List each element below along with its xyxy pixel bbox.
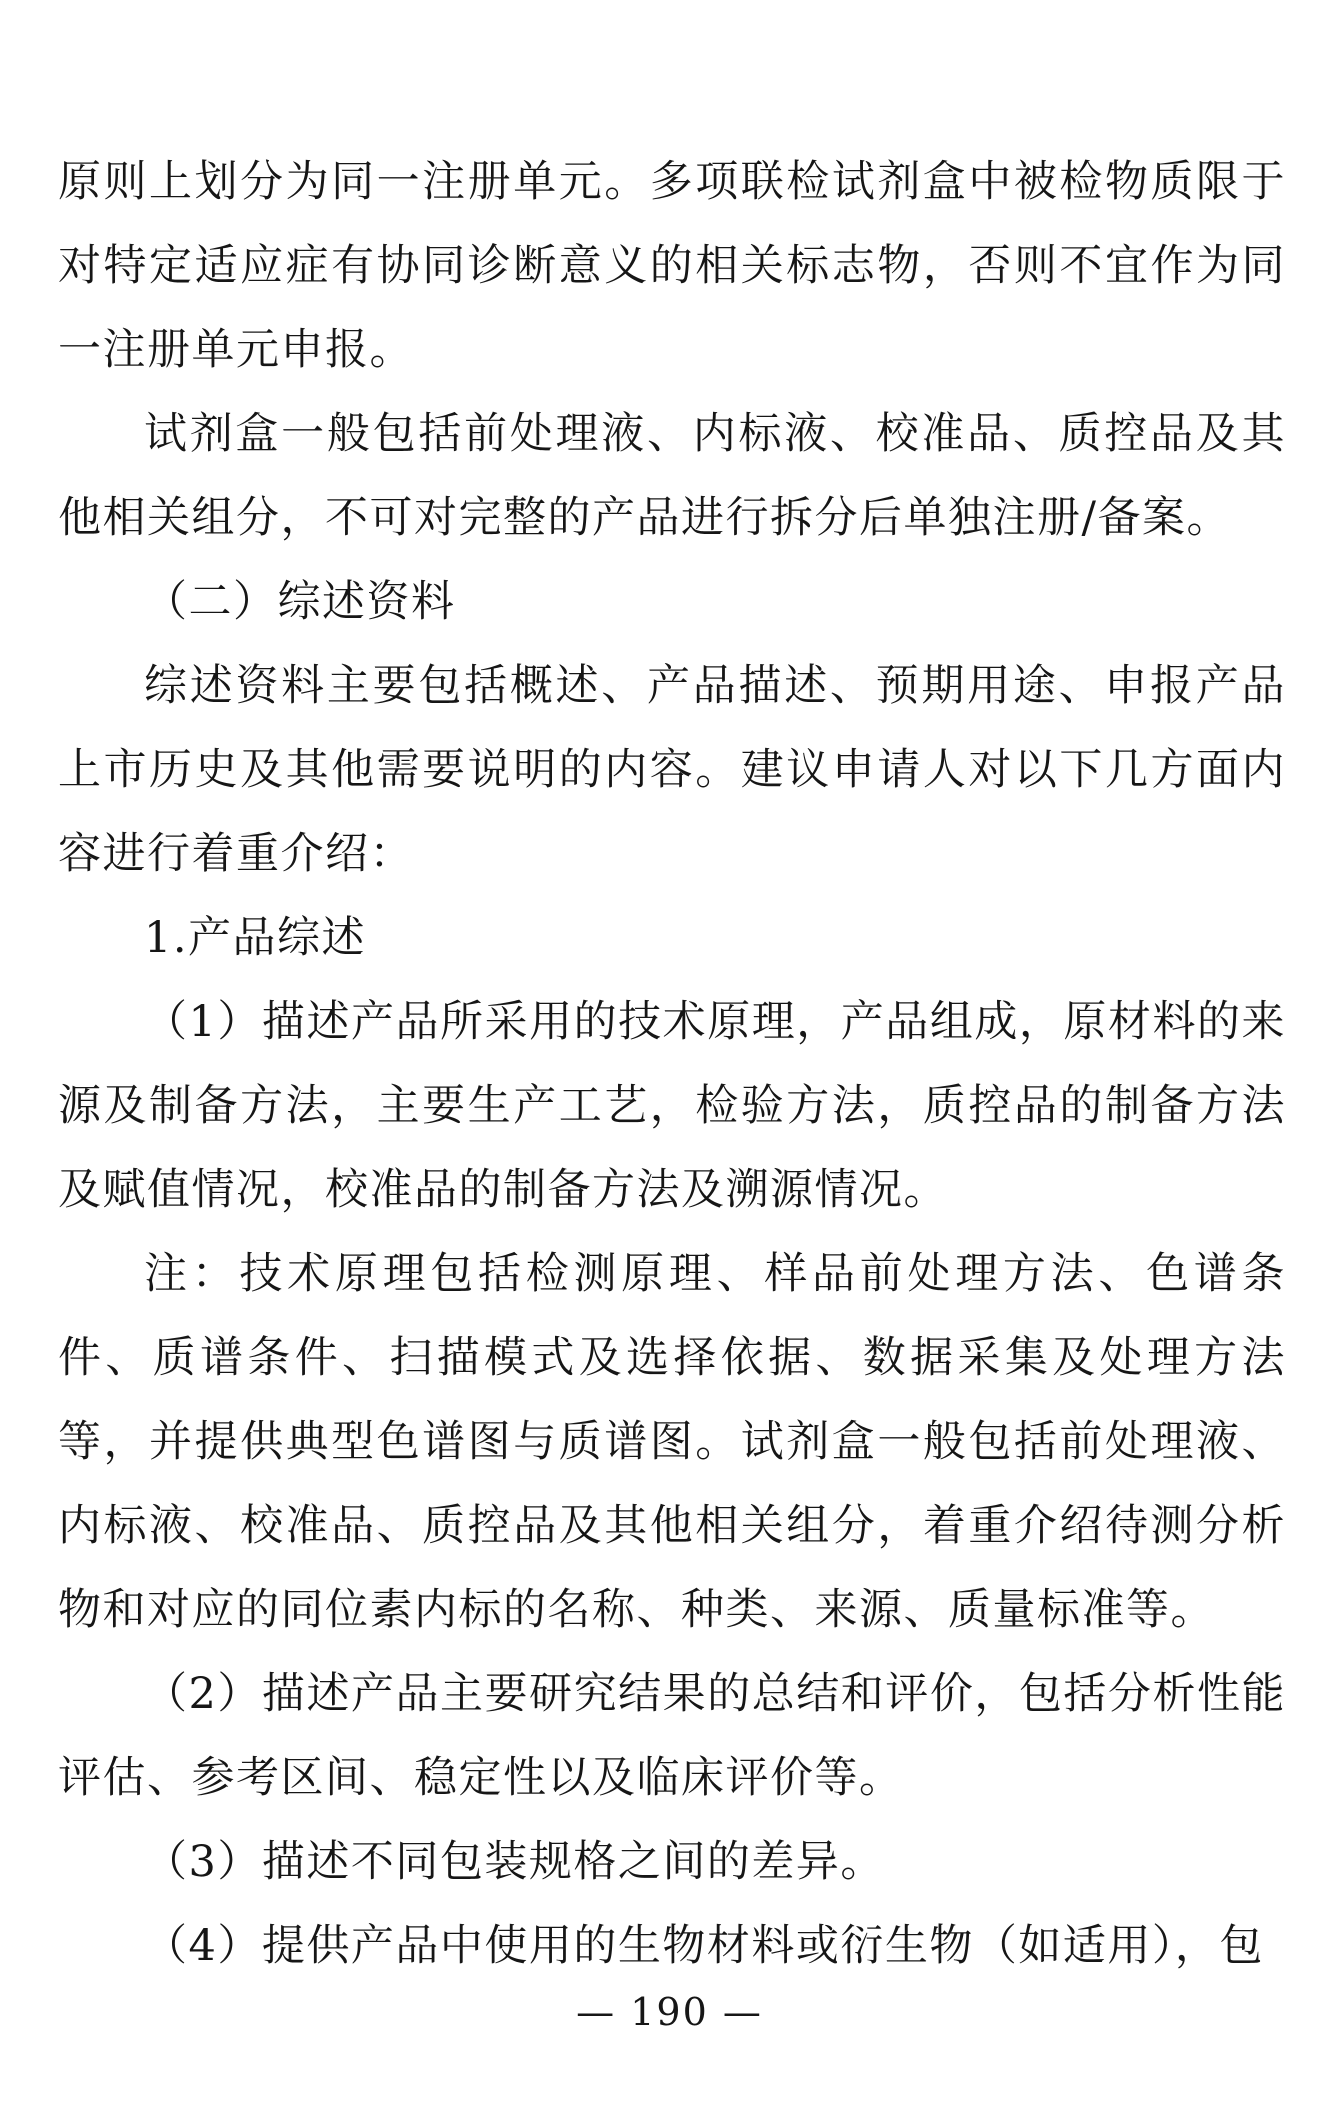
paragraph-item-2: （2）描述产品主要研究结果的总结和评价，包括分析性能评估、参考区间、稳定性以及临床评价等。 <box>58 1669 1286 1803</box>
page-number: — 190 — <box>576 1990 763 2034</box>
paragraph-kit-components: 试剂盒一般包括前处理液、内标液、校准品、质控品及其他相关组分，不可对完整的产品进行拆分后单独注册/备案。 <box>58 409 1286 543</box>
subheading-product-overview: 1.产品综述 <box>144 913 367 963</box>
paragraph-item-3: （3）描述不同包装规格之间的差异。 <box>144 1837 885 1887</box>
paragraph-item-4: （4）提供产品中使用的生物材料或衍生物（如适用），包 <box>144 1921 1264 1971</box>
paragraph-item-1: （1）描述产品所采用的技术原理，产品组成，原材料的来源及制备方法，主要生产工艺，检验方法，质控品的制备方法及赋值情况，校准品的制备方法及溯源情况。 <box>58 997 1286 1215</box>
paragraph-note: 注：技术原理包括检测原理、样品前处理方法、色谱条件、质谱条件、扫描模式及选择依据、数据采集及处理方法等，并提供典型色谱图与质谱图。试剂盒一般包括前处理液、内标液、校准品、质控品及其他相关组分，着重介绍待测分析物和对应的同位素内标的名称、种类、来源、质量标准等。 <box>58 1249 1286 1635</box>
paragraph-summary-intro: 综述资料主要包括概述、产品描述、预期用途、申报产品上市历史及其他需要说明的内容。建议申请人对以下几方面内容进行着重介绍： <box>58 661 1286 879</box>
paragraph-registration-unit: 原则上划分为同一注册单元。多项联检试剂盒中被检物质限于对特定适应症有协同诊断意义的相关标志物，否则不宜作为同一注册单元申报。 <box>58 157 1286 375</box>
document-body <box>58 140 1286 1988</box>
section-heading-summary: （二）综述资料 <box>144 577 456 627</box>
